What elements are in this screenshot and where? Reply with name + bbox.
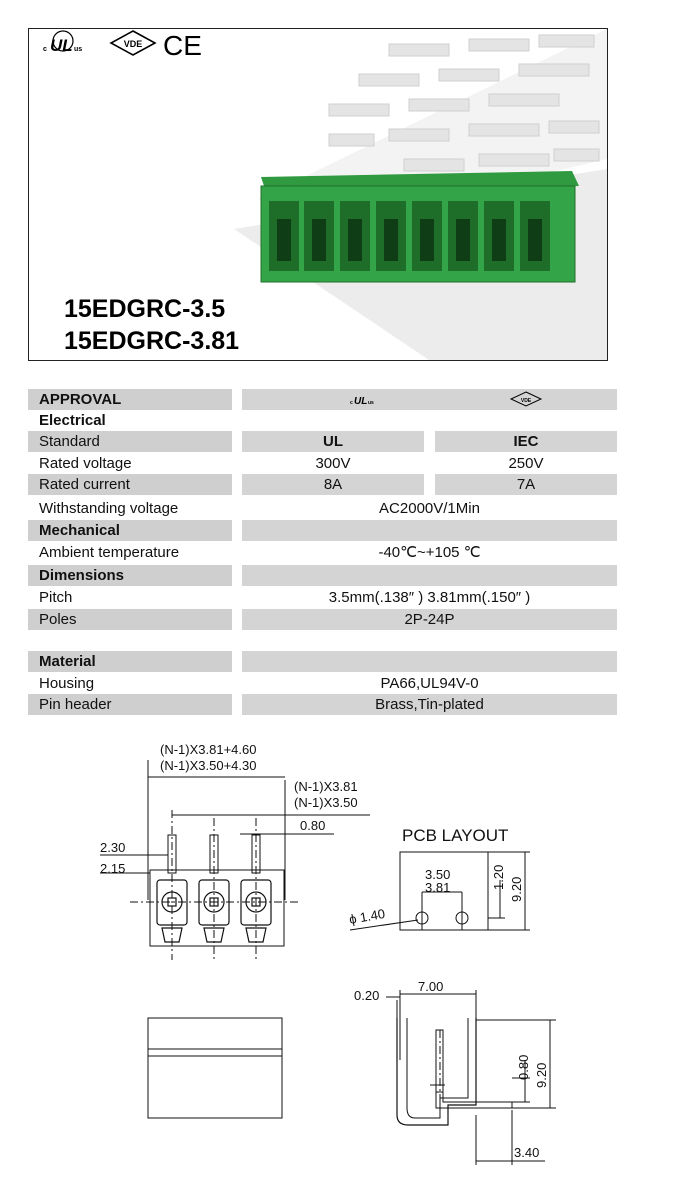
rated-voltage-iec: 250V [508,455,544,472]
rated-voltage-ul: 300V [315,455,351,472]
dim-230: 2.30 [100,840,126,855]
svg-text:us: us [74,46,83,53]
housing-value: PA66,UL94V-0 [380,675,479,692]
svg-text:CE: CE [163,30,202,59]
ambient-temperature-value: -40℃~+105 ℃ [378,544,481,561]
side-dim-920: 9.20 [534,1062,549,1088]
model-name-35: 15EDGRC-3.5 [64,295,226,323]
rated-current-iec: 7A [435,474,617,495]
withstanding-voltage-label: Withstanding voltage [39,500,179,517]
svg-text:VDE: VDE [520,398,532,404]
pcb-dim-920: 9.20 [509,876,524,902]
side-dim-080: 0.80 [516,1054,531,1080]
withstanding-voltage-value: AC2000V/1Min [379,500,480,517]
model-name-381: 15EDGRC-3.81 [64,327,240,355]
side-dim-020: 0.20 [354,988,380,1003]
top-view [148,1018,282,1118]
ambient-temperature-row [28,542,617,563]
approval-heading: APPROVAL [39,391,122,408]
dimensions-heading: Dimensions [39,567,125,584]
svg-text:c: c [43,46,47,53]
poles-row [28,609,617,630]
withstanding-voltage-row [28,498,617,519]
dim-total-381: (N-1)X3.81+4.60 [160,742,257,757]
svg-text:us: us [368,400,374,406]
side-dim-340: 3.40 [514,1145,540,1160]
pcb-pitch-381: 3.81 [425,880,451,895]
dim-215: 2.15 [100,861,126,876]
mechanical-row [28,520,617,541]
ambient-temperature-label: Ambient temperature [39,544,180,561]
technical-drawing [0,730,695,1177]
standard-iec: IEC [435,431,617,452]
pin-header-label: Pin header [39,696,112,713]
ul-mark-icon [41,29,91,57]
side-view [354,979,556,1165]
dimensions-row [28,565,617,586]
svg-text:c: c [350,400,353,406]
poles-label: Poles [39,611,77,628]
dim-pitch-381: (N-1)X3.81 [294,779,358,794]
mechanical-heading: Mechanical [39,522,120,539]
material-heading: Material [39,653,96,670]
pin-header-value: Brass,Tin-plated [242,694,617,715]
dim-pitch-350: (N-1)X3.50 [294,795,358,810]
product-photo-panel [28,28,608,361]
approval-marks [242,389,617,410]
vde-mark-icon [109,29,157,57]
pitch-value: 3.5mm(.138″ ) 3.81mm(.150″ ) [328,589,531,606]
poles-value: 2P-24P [242,609,617,630]
standard-label: Standard [39,433,100,450]
housing-row [28,673,617,694]
front-view [100,742,370,960]
rated-current-row [28,474,617,495]
rated-voltage-row [28,453,617,474]
dim-total-350: (N-1)X3.50+4.30 [160,758,257,773]
pin-header-row [28,694,617,715]
pitch-label: Pitch [39,589,73,606]
pcb-dim-120: 1.20 [491,864,506,890]
ce-mark-icon [161,29,205,59]
housing-label: Housing [39,675,95,692]
standard-row [28,431,617,452]
rated-current-label: Rated current [39,476,130,493]
dim-pin-width: 0.80 [300,818,326,833]
pcb-layout [348,826,530,930]
vde-mark-icon [511,392,541,406]
pcb-hole-dia: ϕ 1.40 [347,905,387,927]
pcb-layout-title: PCB LAYOUT [402,826,509,845]
pcb-pitch-350: 3.50 [425,867,451,882]
pitch-row [28,587,617,608]
ul-mark-icon [350,396,374,407]
rated-voltage-label: Rated voltage [39,455,132,472]
rated-current-ul: 8A [242,474,424,495]
standard-ul: UL [242,431,424,452]
side-dim-700: 7.00 [418,979,444,994]
approval-row [28,389,617,410]
electrical-row [28,410,617,431]
svg-text:VDE: VDE [123,39,143,49]
svg-text:UL: UL [50,36,73,55]
svg-text:UL: UL [354,396,368,407]
material-row [28,651,617,672]
electrical-heading: Electrical [39,412,106,429]
